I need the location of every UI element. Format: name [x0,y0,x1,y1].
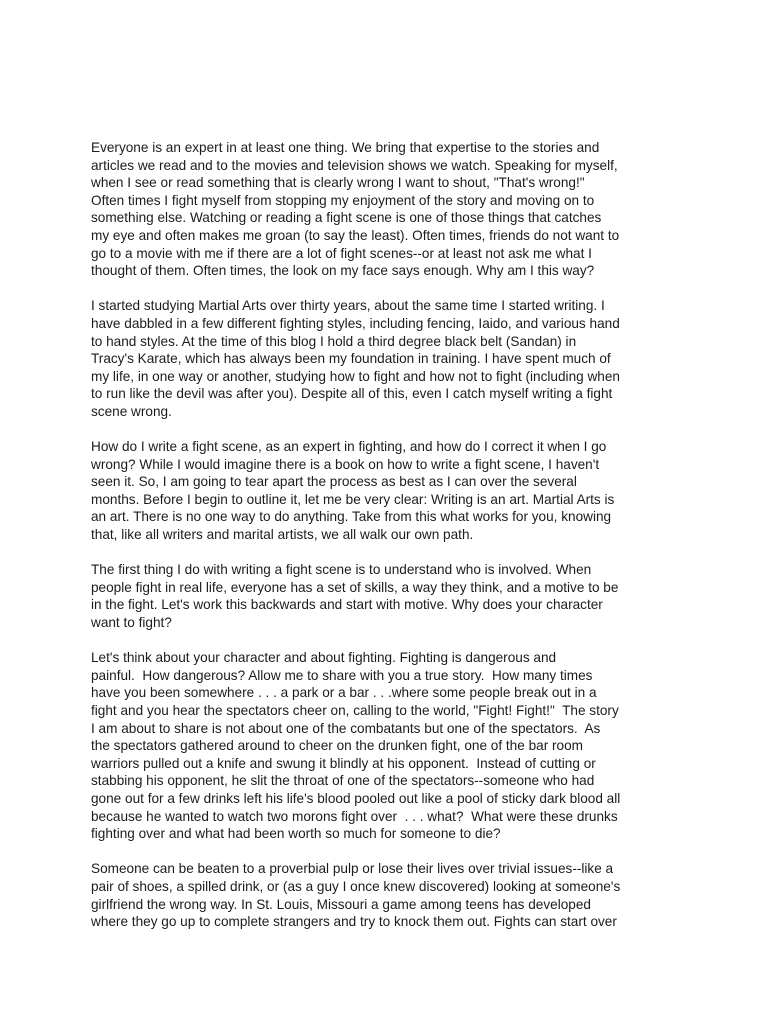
text-line: people fight in real life, everyone has a set of skills, a way they think, and a motive to be [91,579,619,595]
text-line: that, like all writers and marital artists, we all walk our own path. [91,527,474,543]
text-line: an art. There is no one way to do anything. Take from this what works for you, knowing [91,509,612,525]
text-line: Let's think about your character and about fighting. Fighting is dangerous and [91,650,557,666]
text-line: to run like the devil was after you). Despite all of this, even I catch myself writing a fight [91,386,613,402]
text-line: because he wanted to watch two morons fight over . . . what? What were these drunks [91,808,618,824]
text-line: the spectators gathered around to cheer on the drunken fight, one of the bar room [91,738,583,754]
text-line: I am about to share is not about one of the combatants but one of the spectators. As [91,720,601,736]
text-line: months. Before I begin to outline it, let me be very clear: Writing is an art. Martial Arts is [91,491,615,507]
paragraph-6 [91,860,691,930]
text-line: Often times I fight myself from stopping my enjoyment of the story and moving on to [91,192,595,208]
text-line: How do I write a fight scene, as an expert in fighting, and how do I correct it when I go [91,439,607,455]
text-line: pair of shoes, a spilled drink, or (as a guy I once knew discovered) looking at someone's [91,878,621,894]
article-body [91,139,691,948]
text-line: go to a movie with me if there are a lot of fight scenes--or at least not ask me what I [91,245,592,261]
text-line: want to fight? [91,615,172,631]
text-line: where they go up to complete strangers and try to knock them out. Fights can start over [91,914,617,930]
text-line: scene wrong. [91,403,172,419]
text-line: gone out for a few drinks left his life's blood pooled out like a pool of sticky dark blood all [91,790,621,806]
paragraph-5 [91,649,691,843]
text-line: fight and you hear the spectators cheer on, calling to the world, "Fight! Fight!" The story [91,703,619,718]
text-line: Everyone is an expert in at least one thing. We bring that expertise to the stories and [91,140,600,155]
paragraph-2 [91,297,691,420]
text-line: articles we read and to the movies and television shows we watch. Speaking for myself, [91,157,618,173]
text-line: my eye and often makes me groan (to say the least). Often times, friends do not want to [91,227,620,243]
text-line: painful. How dangerous? Allow me to share with you a true story. How many times [91,667,593,683]
text-line: The first thing I do with writing a fight scene is to understand who is involved. When [91,562,592,578]
text-line: when I see or read something that is clearly wrong I want to shout, "That's wrong!" [91,175,585,191]
paragraph-3 [91,438,691,544]
text-line: in the fight. Let's work this backwards and start with motive. Why does your character [91,597,603,613]
text-line: my life, in one way or another, studying how to fight and how not to fight (including when [91,368,620,384]
text-line: have dabbled in a few different fighting styles, including fencing, Iaido, and various hand [91,315,620,331]
paragraph-1 [91,139,691,280]
paragraph-4 [91,561,691,631]
text-line: have you been somewhere . . . a park or a bar . . .where some people break out in a [91,685,597,701]
text-line: seen it. So, I am going to tear apart the process as best as I can over the several [91,474,577,490]
text-line: Tracy's Karate, which has always been my foundation in training. I have spent much of [91,351,611,367]
text-line: wrong? While I would imagine there is a book on how to write a fight scene, I haven't [91,456,600,472]
text-line: to hand styles. At the time of this blog I hold a third degree black belt (Sandan) in [91,333,577,349]
text-line: stabbing his opponent, he slit the throat of one of the spectators--someone who had [91,773,595,789]
text-line: something else. Watching or reading a fight scene is one of those things that catches [91,210,602,226]
text-line: I started studying Martial Arts over thirty years, about the same time I started writing. I [91,298,605,314]
text-line: Someone can be beaten to a proverbial pulp or lose their lives over trivial issues--like a [91,861,614,877]
text-line: thought of them. Often times, the look on my face says enough. Why am I this way? [91,263,595,279]
text-line: fighting over and what had been worth so much for someone to die? [91,826,501,842]
text-line: girlfriend the wrong way. In St. Louis, Missouri a game among teens has developed [91,896,591,912]
text-line: warriors pulled out a knife and swung it blindly at his opponent. Instead of cutting or [91,755,596,771]
